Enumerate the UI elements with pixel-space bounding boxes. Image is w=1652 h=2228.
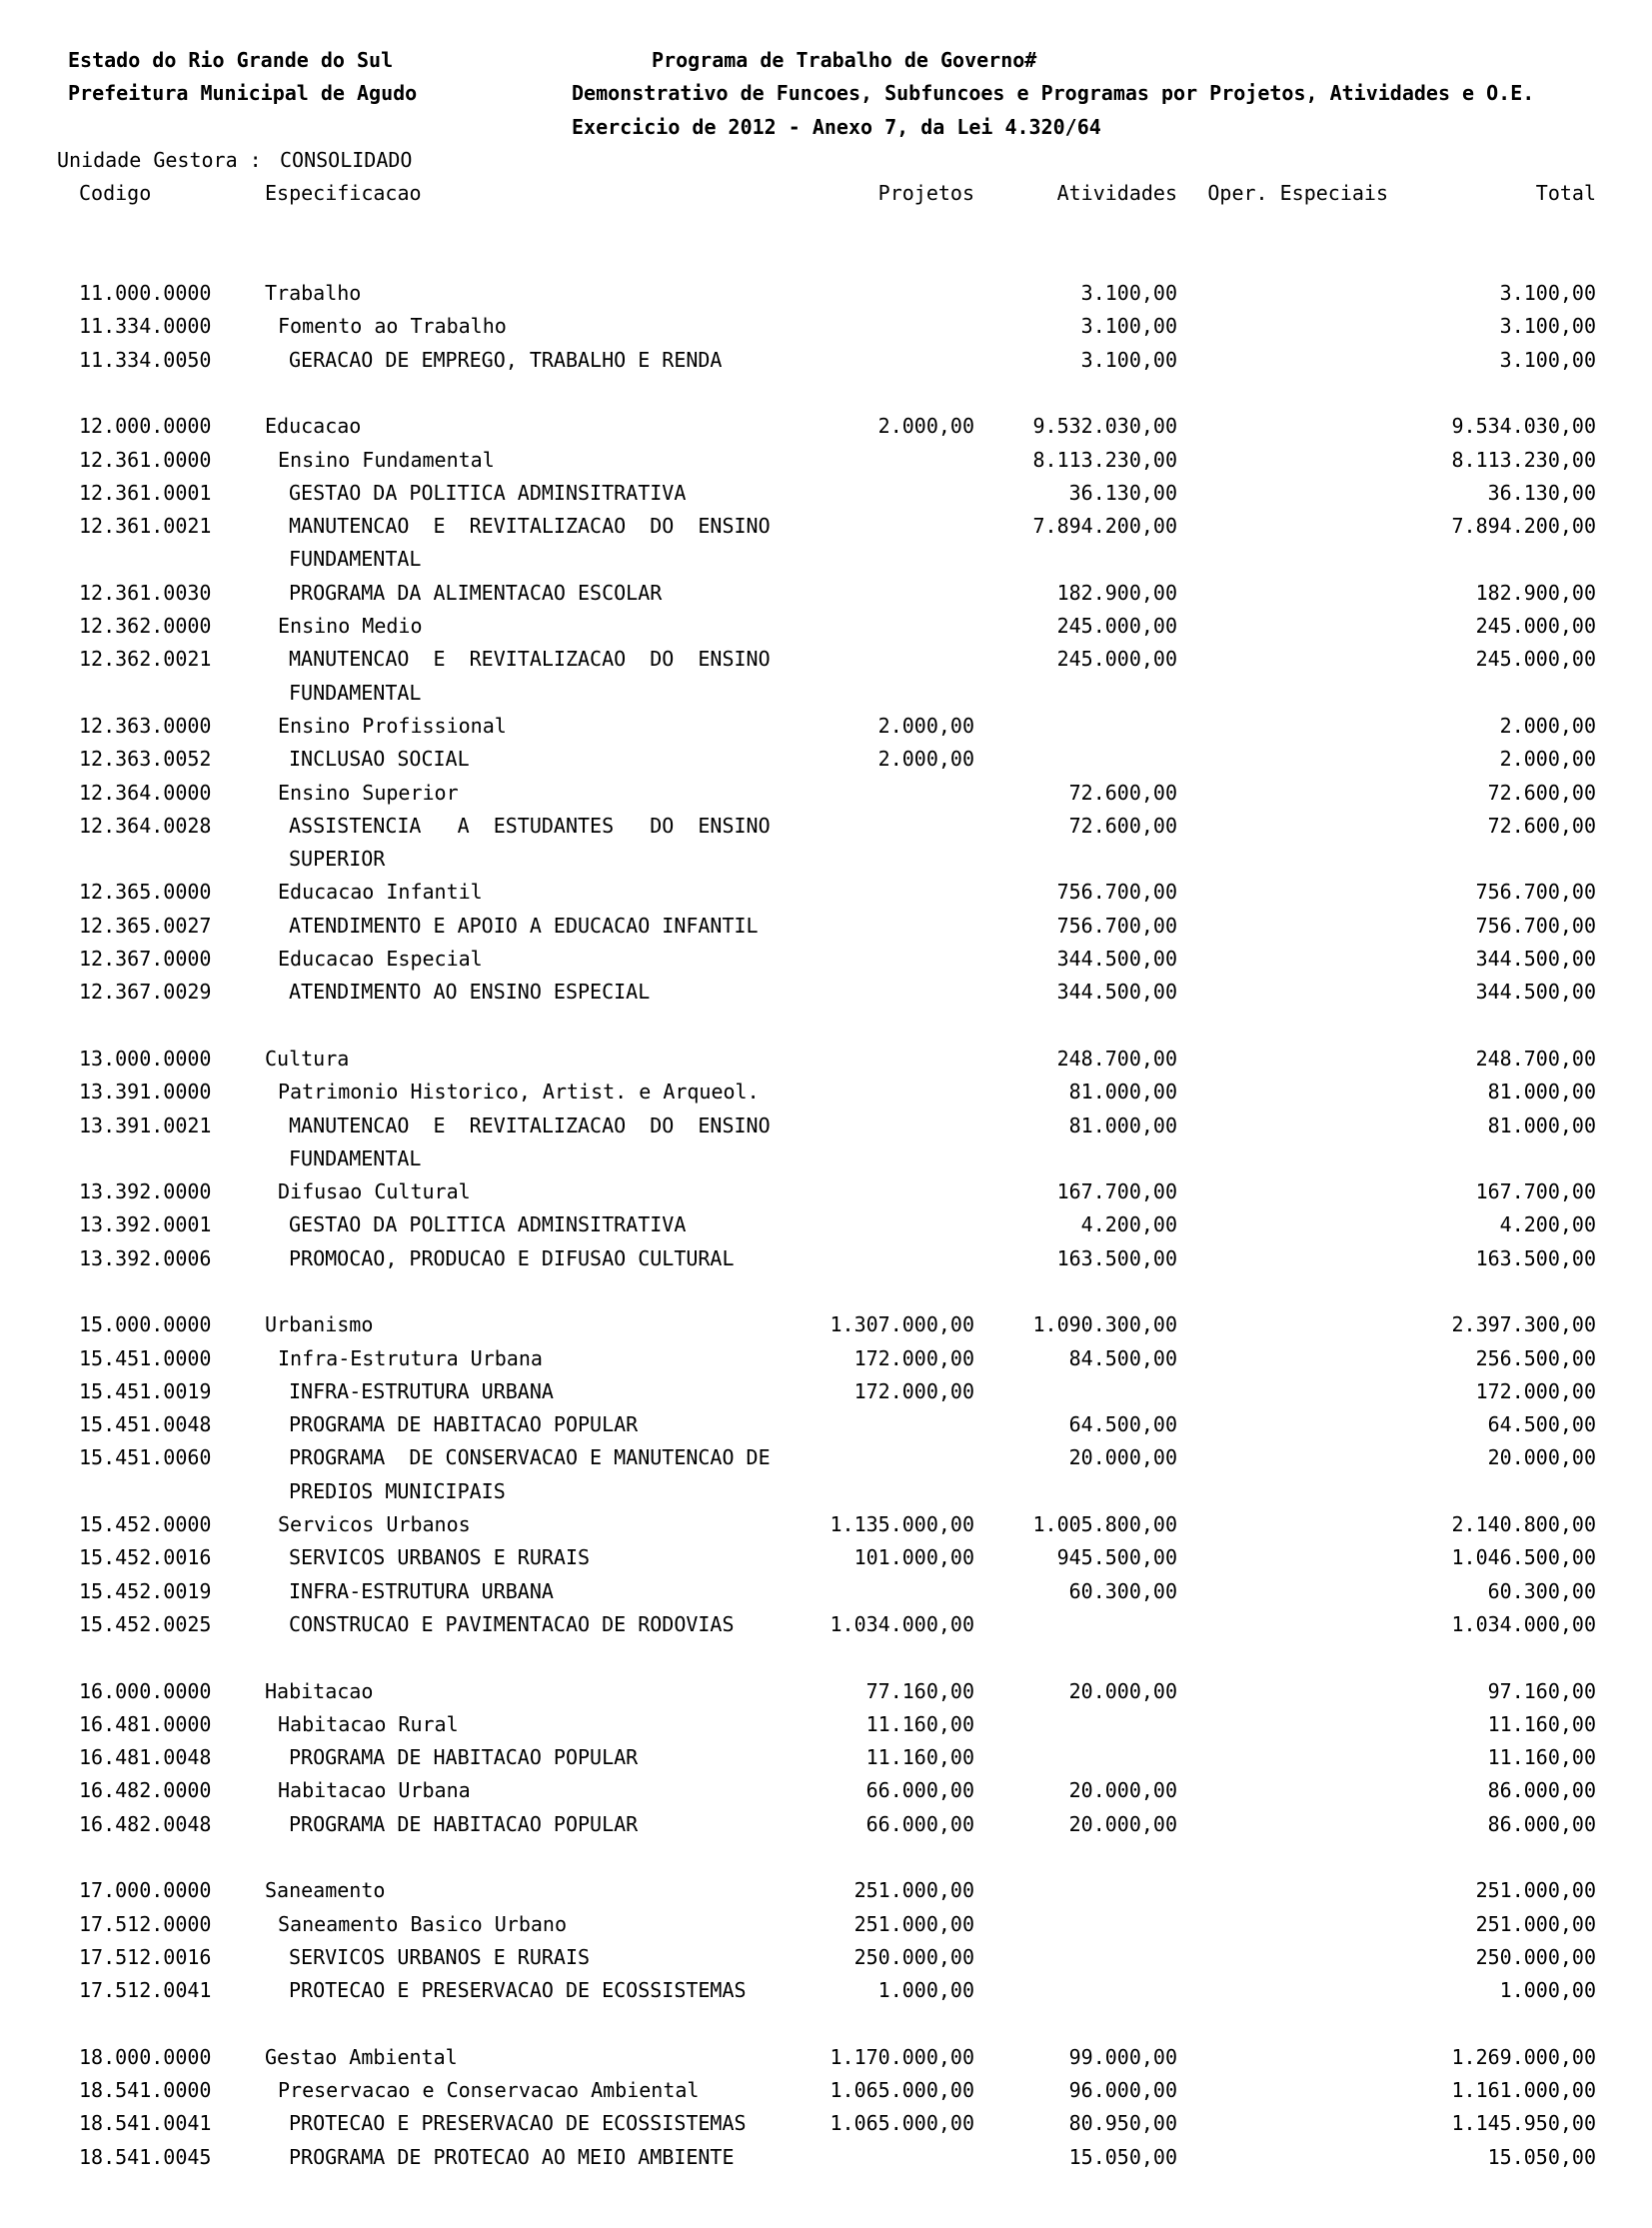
- table-row: [0, 2141, 1652, 2174]
- header-line-3: [0, 111, 1652, 144]
- projetos-cell: 2.000,00: [877, 713, 974, 738]
- total-cell: 86.000,00: [1487, 1811, 1596, 1836]
- codigo-cell: 15.451.0060: [79, 1445, 212, 1470]
- col-header-codigo: Codigo: [79, 181, 152, 206]
- codigo-cell: 16.481.0000: [79, 1711, 212, 1736]
- total-cell: 1.034.000,00: [1451, 1611, 1596, 1636]
- table-row: [0, 1608, 1652, 1641]
- atividades-cell: 3.100,00: [1080, 314, 1177, 339]
- total-cell: 2.000,00: [1499, 747, 1596, 772]
- codigo-cell: 12.367.0000: [79, 947, 212, 972]
- total-cell: 2.000,00: [1499, 713, 1596, 738]
- total-cell: 1.046.500,00: [1451, 1545, 1596, 1570]
- total-cell: 344.500,00: [1475, 947, 1596, 972]
- especificacao-cell: PROMOCAO, PRODUCAO E DIFUSAO CULTURAL: [289, 1245, 735, 1270]
- especificacao-cell: ASSISTENCIA A ESTUDANTES DO ENSINO: [289, 813, 771, 838]
- table-row: [0, 777, 1652, 810]
- especificacao-cell: Servicos Urbanos: [278, 1512, 471, 1537]
- total-cell: 8.113.230,00: [1451, 447, 1596, 472]
- table-row: [0, 976, 1652, 1009]
- table-row: [0, 1342, 1652, 1375]
- codigo-cell: 15.000.0000: [79, 1312, 212, 1337]
- codigo-cell: 12.361.0021: [79, 514, 212, 539]
- codigo-cell: 12.000.0000: [79, 414, 212, 439]
- table-row: [0, 1408, 1652, 1441]
- atividades-cell: 81.000,00: [1068, 1113, 1177, 1137]
- especificacao-cell: GERACAO DE EMPREGO, TRABALHO E RENDA: [289, 347, 723, 372]
- codigo-cell: 13.000.0000: [79, 1046, 212, 1071]
- table-row: [0, 1675, 1652, 1708]
- table-row-continuation: [0, 1475, 1652, 1508]
- especificacao-cell: Educacao Infantil: [278, 880, 483, 905]
- projetos-cell: 101.000,00: [853, 1545, 974, 1570]
- codigo-cell: 13.392.0001: [79, 1212, 212, 1237]
- especificacao-cell: Educacao: [265, 414, 362, 439]
- total-cell: 182.900,00: [1475, 580, 1596, 605]
- codigo-cell: 12.361.0001: [79, 480, 212, 505]
- especificacao-cell: PROGRAMA DE HABITACAO POPULAR: [289, 1412, 639, 1437]
- codigo-cell: 16.000.0000: [79, 1678, 212, 1703]
- header-line-2: [0, 77, 1652, 110]
- total-cell: 36.130,00: [1487, 480, 1596, 505]
- codigo-cell: 12.367.0029: [79, 980, 212, 1005]
- total-cell: 7.894.200,00: [1451, 514, 1596, 539]
- especificacao-cell: Infra-Estrutura Urbana: [278, 1345, 543, 1370]
- table-row: [0, 1741, 1652, 1774]
- total-cell: 11.160,00: [1487, 1745, 1596, 1770]
- projetos-cell: 251.000,00: [853, 1878, 974, 1903]
- atividades-cell: 1.005.800,00: [1032, 1512, 1177, 1537]
- codigo-cell: 16.481.0048: [79, 1745, 212, 1770]
- total-cell: 64.500,00: [1487, 1412, 1596, 1437]
- projetos-cell: 172.000,00: [853, 1345, 974, 1370]
- projetos-cell: 1.170.000,00: [829, 2044, 974, 2069]
- total-cell: 72.600,00: [1487, 813, 1596, 838]
- total-cell: 60.300,00: [1487, 1578, 1596, 1603]
- header-line-4: [0, 144, 1652, 177]
- especificacao-cell: SERVICOS URBANOS E RURAIS: [289, 1545, 591, 1570]
- table-row: [0, 344, 1652, 377]
- table-row: [0, 2041, 1652, 2074]
- codigo-cell: 11.334.0000: [79, 314, 212, 339]
- codigo-cell: 12.363.0052: [79, 747, 212, 772]
- codigo-cell: 18.541.0000: [79, 2078, 212, 2103]
- especificacao-cell: SERVICOS URBANOS E RURAIS: [289, 1944, 591, 1969]
- table-row: [0, 643, 1652, 676]
- especificacao-cell: GESTAO DA POLITICA ADMINSITRATIVA: [289, 480, 687, 505]
- codigo-cell: 12.361.0030: [79, 580, 212, 605]
- org-state-name: Estado do Rio Grande do Sul: [68, 48, 394, 72]
- header-line-1: [0, 44, 1652, 77]
- table-row: [0, 610, 1652, 643]
- codigo-cell: 13.391.0000: [79, 1080, 212, 1105]
- especificacao-cell: Habitacao Rural: [278, 1711, 459, 1736]
- atividades-cell: 81.000,00: [1068, 1080, 1177, 1105]
- codigo-cell: 18.541.0041: [79, 2111, 212, 2136]
- table-row: [0, 876, 1652, 909]
- especificacao-cell: FUNDAMENTAL: [289, 1145, 422, 1170]
- atividades-cell: 245.000,00: [1056, 614, 1177, 639]
- especificacao-cell: PROGRAMA DA ALIMENTACAO ESCOLAR: [289, 580, 663, 605]
- total-cell: 2.397.300,00: [1451, 1312, 1596, 1337]
- total-cell: 248.700,00: [1475, 1046, 1596, 1071]
- codigo-cell: 12.363.0000: [79, 713, 212, 738]
- especificacao-cell: INCLUSAO SOCIAL: [289, 747, 470, 772]
- unidade-gestora-label: Unidade Gestora :: [57, 147, 262, 172]
- report-title: Programa de Trabalho de Governo#: [652, 48, 1037, 72]
- table-row: [0, 410, 1652, 443]
- section-spacer: [0, 1275, 1652, 1308]
- especificacao-cell: Trabalho: [265, 281, 362, 306]
- table-row: [0, 943, 1652, 976]
- atividades-cell: 15.050,00: [1068, 2144, 1177, 2169]
- total-cell: 344.500,00: [1475, 980, 1596, 1005]
- especificacao-cell: Gestao Ambiental: [265, 2044, 458, 2069]
- atividades-cell: 1.090.300,00: [1032, 1312, 1177, 1337]
- codigo-cell: 15.452.0025: [79, 1611, 212, 1636]
- total-cell: 756.700,00: [1475, 880, 1596, 905]
- especificacao-cell: PROGRAMA DE CONSERVACAO E MANUTENCAO DE: [289, 1445, 771, 1470]
- especificacao-cell: INFRA-ESTRUTURA URBANA: [289, 1378, 554, 1403]
- table-row: [0, 1208, 1652, 1241]
- atividades-cell: 756.700,00: [1056, 880, 1177, 905]
- projetos-cell: 1.307.000,00: [829, 1312, 974, 1337]
- table-row: [0, 1708, 1652, 1741]
- codigo-cell: 16.482.0000: [79, 1778, 212, 1803]
- codigo-cell: 16.482.0048: [79, 1811, 212, 1836]
- table-row: [0, 577, 1652, 610]
- table-row: [0, 1110, 1652, 1142]
- codigo-cell: 15.451.0048: [79, 1412, 212, 1437]
- projetos-cell: 1.000,00: [877, 1978, 974, 2003]
- projetos-cell: 251.000,00: [853, 1911, 974, 1936]
- projetos-cell: 77.160,00: [865, 1678, 974, 1703]
- projetos-cell: 11.160,00: [865, 1711, 974, 1736]
- projetos-cell: 2.000,00: [877, 414, 974, 439]
- total-cell: 3.100,00: [1499, 347, 1596, 372]
- especificacao-cell: PROTECAO E PRESERVACAO DE ECOSSISTEMAS: [289, 2111, 747, 2136]
- total-cell: 251.000,00: [1475, 1878, 1596, 1903]
- table-row: [0, 1441, 1652, 1474]
- atividades-cell: 167.700,00: [1056, 1179, 1177, 1204]
- especificacao-cell: PROGRAMA DE PROTECAO AO MEIO AMBIENTE: [289, 2144, 735, 2169]
- codigo-cell: 12.364.0000: [79, 780, 212, 805]
- total-cell: 11.160,00: [1487, 1711, 1596, 1736]
- total-cell: 86.000,00: [1487, 1778, 1596, 1803]
- projetos-cell: 1.065.000,00: [829, 2111, 974, 2136]
- table-row: [0, 1175, 1652, 1208]
- projetos-cell: 250.000,00: [853, 1944, 974, 1969]
- table-row: [0, 1908, 1652, 1941]
- total-cell: 256.500,00: [1475, 1345, 1596, 1370]
- atividades-cell: 7.894.200,00: [1032, 514, 1177, 539]
- codigo-cell: 18.000.0000: [79, 2044, 212, 2069]
- total-cell: 81.000,00: [1487, 1113, 1596, 1137]
- codigo-cell: 13.391.0021: [79, 1113, 212, 1137]
- table-row: [0, 1375, 1652, 1408]
- table-row: [0, 2107, 1652, 2140]
- atividades-cell: 84.500,00: [1068, 1345, 1177, 1370]
- atividades-cell: 9.532.030,00: [1032, 414, 1177, 439]
- section-spacer: [0, 1641, 1652, 1674]
- projetos-cell: 1.034.000,00: [829, 1611, 974, 1636]
- especificacao-cell: Ensino Profissional: [278, 713, 507, 738]
- codigo-cell: 12.361.0000: [79, 447, 212, 472]
- total-cell: 1.145.950,00: [1451, 2111, 1596, 2136]
- report-exercise-line: Exercicio de 2012 - Anexo 7, da Lei 4.320/64: [572, 114, 1101, 139]
- codigo-cell: 17.512.0016: [79, 1944, 212, 1969]
- atividades-cell: 945.500,00: [1056, 1545, 1177, 1570]
- especificacao-cell: PROTECAO E PRESERVACAO DE ECOSSISTEMAS: [289, 1978, 747, 2003]
- especificacao-cell: MANUTENCAO E REVITALIZACAO DO ENSINO: [289, 1113, 771, 1137]
- total-cell: 3.100,00: [1499, 281, 1596, 306]
- codigo-cell: 12.364.0028: [79, 813, 212, 838]
- total-cell: 4.200,00: [1499, 1212, 1596, 1237]
- atividades-cell: 245.000,00: [1056, 647, 1177, 672]
- atividades-cell: 60.300,00: [1068, 1578, 1177, 1603]
- projetos-cell: 66.000,00: [865, 1778, 974, 1803]
- especificacao-cell: Habitacao Urbana: [278, 1778, 471, 1803]
- atividades-cell: 344.500,00: [1056, 947, 1177, 972]
- codigo-cell: 13.392.0000: [79, 1179, 212, 1204]
- table-row-continuation: [0, 677, 1652, 710]
- especificacao-cell: FUNDAMENTAL: [289, 547, 422, 572]
- report-table-body: [0, 277, 1652, 2174]
- especificacao-cell: Saneamento: [265, 1878, 386, 1903]
- codigo-cell: 15.452.0016: [79, 1545, 212, 1570]
- especificacao-cell: Saneamento Basico Urbano: [278, 1911, 567, 1936]
- table-row: [0, 310, 1652, 343]
- especificacao-cell: PROGRAMA DE HABITACAO POPULAR: [289, 1811, 639, 1836]
- especificacao-cell: INFRA-ESTRUTURA URBANA: [289, 1578, 554, 1603]
- atividades-cell: 4.200,00: [1080, 1212, 1177, 1237]
- atividades-cell: 20.000,00: [1068, 1778, 1177, 1803]
- section-spacer: [0, 1841, 1652, 1874]
- column-headers-row: [0, 177, 1652, 210]
- atividades-cell: 64.500,00: [1068, 1412, 1177, 1437]
- especificacao-cell: PREDIOS MUNICIPAIS: [289, 1478, 506, 1503]
- table-row: [0, 2074, 1652, 2107]
- total-cell: 1.000,00: [1499, 1978, 1596, 2003]
- especificacao-cell: ATENDIMENTO E APOIO A EDUCACAO INFANTIL: [289, 913, 759, 938]
- especificacao-cell: Urbanismo: [265, 1312, 374, 1337]
- projetos-cell: 1.065.000,00: [829, 2078, 974, 2103]
- atividades-cell: 344.500,00: [1056, 980, 1177, 1005]
- section-spacer: [0, 2008, 1652, 2041]
- especificacao-cell: Cultura: [265, 1046, 350, 1071]
- atividades-cell: 182.900,00: [1056, 580, 1177, 605]
- col-header-oper-especiais: Oper. Especiais: [1207, 181, 1388, 206]
- atividades-cell: 72.600,00: [1068, 813, 1177, 838]
- codigo-cell: 15.452.0019: [79, 1578, 212, 1603]
- table-row: [0, 1941, 1652, 1974]
- table-row: [0, 1541, 1652, 1574]
- atividades-cell: 756.700,00: [1056, 913, 1177, 938]
- atividades-cell: 3.100,00: [1080, 281, 1177, 306]
- col-header-especificacao: Especificacao: [265, 181, 422, 206]
- table-row: [0, 1308, 1652, 1341]
- codigo-cell: 18.541.0045: [79, 2144, 212, 2169]
- especificacao-cell: Patrimonio Historico, Artist. e Arqueol.: [278, 1080, 760, 1105]
- total-cell: 81.000,00: [1487, 1080, 1596, 1105]
- atividades-cell: 96.000,00: [1068, 2078, 1177, 2103]
- atividades-cell: 99.000,00: [1068, 2044, 1177, 2069]
- projetos-cell: 11.160,00: [865, 1745, 974, 1770]
- codigo-cell: 11.334.0050: [79, 347, 212, 372]
- projetos-cell: 66.000,00: [865, 1811, 974, 1836]
- codigo-cell: 15.452.0000: [79, 1512, 212, 1537]
- table-row: [0, 810, 1652, 843]
- codigo-cell: 13.392.0006: [79, 1245, 212, 1270]
- atividades-cell: 3.100,00: [1080, 347, 1177, 372]
- table-row: [0, 910, 1652, 943]
- especificacao-cell: MANUTENCAO E REVITALIZACAO DO ENSINO: [289, 647, 771, 672]
- projetos-cell: 1.135.000,00: [829, 1512, 974, 1537]
- codigo-cell: 17.000.0000: [79, 1878, 212, 1903]
- atividades-cell: 163.500,00: [1056, 1245, 1177, 1270]
- table-row: [0, 444, 1652, 477]
- total-cell: 1.269.000,00: [1451, 2044, 1596, 2069]
- total-cell: 9.534.030,00: [1451, 414, 1596, 439]
- total-cell: 72.600,00: [1487, 780, 1596, 805]
- total-cell: 167.700,00: [1475, 1179, 1596, 1204]
- total-cell: 163.500,00: [1475, 1245, 1596, 1270]
- table-row: [0, 1974, 1652, 2007]
- table-row: [0, 1774, 1652, 1807]
- table-row: [0, 743, 1652, 776]
- col-header-atividades: Atividades: [1056, 181, 1177, 206]
- codigo-cell: 17.512.0000: [79, 1911, 212, 1936]
- table-row: [0, 1808, 1652, 1841]
- table-row-continuation: [0, 843, 1652, 876]
- especificacao-cell: SUPERIOR: [289, 847, 386, 872]
- table-row-continuation: [0, 1142, 1652, 1175]
- header-gap: [0, 210, 1652, 277]
- total-cell: 172.000,00: [1475, 1378, 1596, 1403]
- especificacao-cell: Educacao Especial: [278, 947, 483, 972]
- table-row: [0, 1508, 1652, 1541]
- total-cell: 756.700,00: [1475, 913, 1596, 938]
- table-row: [0, 1043, 1652, 1076]
- total-cell: 97.160,00: [1487, 1678, 1596, 1703]
- projetos-cell: 2.000,00: [877, 747, 974, 772]
- table-row: [0, 1575, 1652, 1608]
- total-cell: 3.100,00: [1499, 314, 1596, 339]
- total-cell: 1.161.000,00: [1451, 2078, 1596, 2103]
- especificacao-cell: Ensino Medio: [278, 614, 423, 639]
- section-spacer: [0, 1010, 1652, 1043]
- especificacao-cell: Habitacao: [265, 1678, 374, 1703]
- especificacao-cell: Ensino Fundamental: [278, 447, 495, 472]
- total-cell: 251.000,00: [1475, 1911, 1596, 1936]
- total-cell: 250.000,00: [1475, 1944, 1596, 1969]
- table-row: [0, 277, 1652, 310]
- especificacao-cell: Preservacao e Conservacao Ambiental: [278, 2078, 700, 2103]
- projetos-cell: 172.000,00: [853, 1378, 974, 1403]
- codigo-cell: 15.451.0019: [79, 1378, 212, 1403]
- org-municipality-name: Prefeitura Municipal de Agudo: [68, 81, 418, 106]
- col-header-total: Total: [1535, 181, 1596, 206]
- total-cell: 245.000,00: [1475, 614, 1596, 639]
- especificacao-cell: MANUTENCAO E REVITALIZACAO DO ENSINO: [289, 514, 771, 539]
- especificacao-cell: ATENDIMENTO AO ENSINO ESPECIAL: [289, 980, 651, 1005]
- atividades-cell: 248.700,00: [1056, 1046, 1177, 1071]
- codigo-cell: 12.365.0027: [79, 913, 212, 938]
- section-spacer: [0, 377, 1652, 410]
- atividades-cell: 8.113.230,00: [1032, 447, 1177, 472]
- total-cell: 2.140.800,00: [1451, 1512, 1596, 1537]
- total-cell: 20.000,00: [1487, 1445, 1596, 1470]
- total-cell: 15.050,00: [1487, 2144, 1596, 2169]
- especificacao-cell: CONSTRUCAO E PAVIMENTACAO DE RODOVIAS: [289, 1611, 735, 1636]
- table-row: [0, 1242, 1652, 1275]
- atividades-cell: 80.950,00: [1068, 2111, 1177, 2136]
- total-cell: 245.000,00: [1475, 647, 1596, 672]
- codigo-cell: 17.512.0041: [79, 1978, 212, 2003]
- codigo-cell: 12.365.0000: [79, 880, 212, 905]
- codigo-cell: 11.000.0000: [79, 281, 212, 306]
- especificacao-cell: Fomento ao Trabalho: [278, 314, 507, 339]
- table-row-continuation: [0, 543, 1652, 576]
- atividades-cell: 72.600,00: [1068, 780, 1177, 805]
- especificacao-cell: Ensino Superior: [278, 780, 459, 805]
- table-row: [0, 1874, 1652, 1907]
- especificacao-cell: PROGRAMA DE HABITACAO POPULAR: [289, 1745, 639, 1770]
- table-row: [0, 477, 1652, 510]
- codigo-cell: 15.451.0000: [79, 1345, 212, 1370]
- table-row: [0, 1076, 1652, 1109]
- atividades-cell: 36.130,00: [1068, 480, 1177, 505]
- unidade-gestora-value: CONSOLIDADO: [280, 147, 413, 172]
- codigo-cell: 12.362.0000: [79, 614, 212, 639]
- table-row: [0, 710, 1652, 743]
- report-subtitle: Demonstrativo de Funcoes, Subfuncoes e Programas por Projetos, Atividades e O.E.: [572, 81, 1535, 106]
- atividades-cell: 20.000,00: [1068, 1445, 1177, 1470]
- especificacao-cell: Difusao Cultural: [278, 1179, 471, 1204]
- atividades-cell: 20.000,00: [1068, 1811, 1177, 1836]
- atividades-cell: 20.000,00: [1068, 1678, 1177, 1703]
- codigo-cell: 12.362.0021: [79, 647, 212, 672]
- table-row: [0, 510, 1652, 543]
- especificacao-cell: GESTAO DA POLITICA ADMINSITRATIVA: [289, 1212, 687, 1237]
- especificacao-cell: FUNDAMENTAL: [289, 680, 422, 705]
- col-header-projetos: Projetos: [877, 181, 974, 206]
